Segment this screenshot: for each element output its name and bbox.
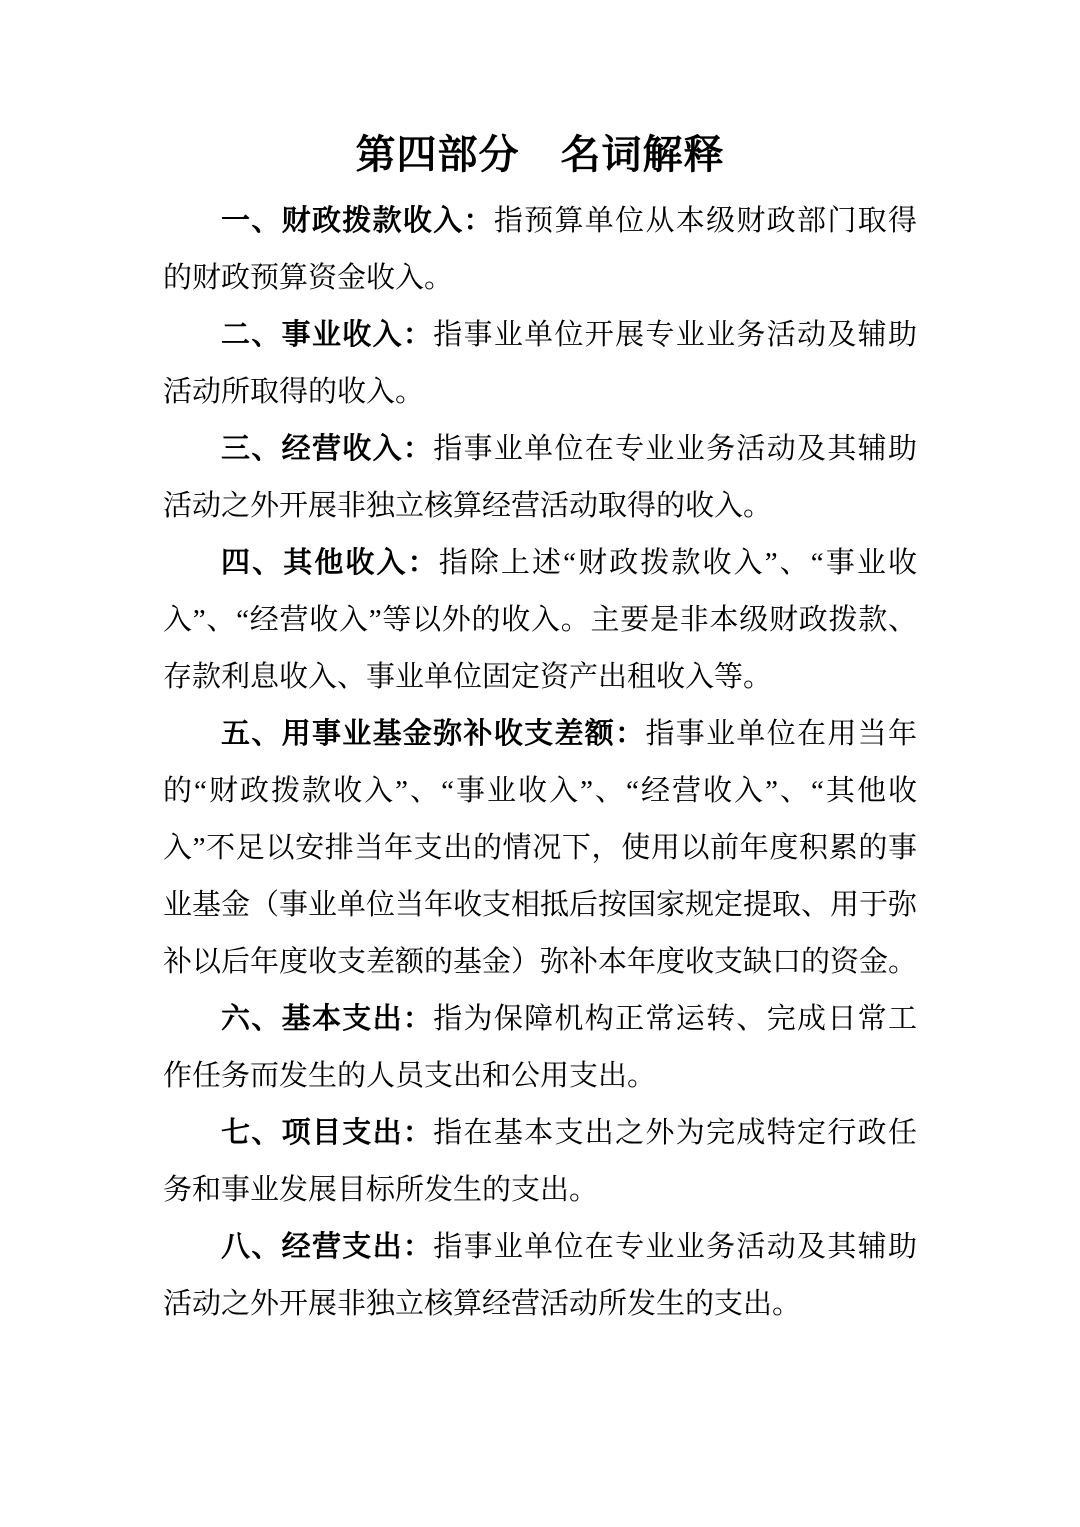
term-definition: 指事业单位在专业业务活动及其辅助活动之外开展非独立核算经营活动取得的收入。 <box>163 433 917 522</box>
page-title: 第四部分 名词解释 <box>355 133 725 177</box>
term-label: 七、项目支出： <box>221 1117 434 1149</box>
term-label: 五、用事业基金弥补收支差额： <box>221 718 646 750</box>
term-paragraph-7 <box>163 1105 917 1219</box>
term-paragraph-6 <box>163 991 917 1105</box>
term-definition: 指事业单位在用当年的“财政拨款收入”、“事业收入”、“经营收入”、“其他收入”不足以安排当年支出的情况下，使用以前年度积累的事业基金（事业单位当年收支相抵后按国家规定提取、用于弥补以后年度收支差额的基金）弥补本年度收支缺口的资金。 <box>163 718 918 978</box>
term-definition: 指除上述“财政拨款收入”、“事业收入”、“经营收入”等以外的收入。主要是非本级财政拨款、存款利息收入、事业单位固定资产出租收入等。 <box>163 547 917 693</box>
term-paragraph-3 <box>163 421 917 535</box>
term-label: 八、经营支出： <box>221 1231 434 1263</box>
term-definition: 指事业单位开展专业业务活动及辅助活动所取得的收入。 <box>163 319 917 408</box>
term-label: 六、基本支出： <box>221 1003 434 1035</box>
term-paragraph-2 <box>163 307 917 421</box>
term-label: 三、经营收入： <box>221 433 434 465</box>
term-definition: 指事业单位在专业业务活动及其辅助活动之外开展非独立核算经营活动所发生的支出。 <box>163 1231 917 1320</box>
term-paragraph-1 <box>163 193 917 307</box>
term-paragraph-4 <box>163 535 917 706</box>
term-label: 二、事业收入： <box>221 319 434 351</box>
term-label: 一、财政拨款收入： <box>221 205 494 237</box>
term-definition: 指预算单位从本级财政部门取得的财政预算资金收入。 <box>163 205 917 294</box>
term-definition: 指在基本支出之外为完成特定行政任务和事业发展目标所发生的支出。 <box>163 1117 917 1206</box>
term-definition: 指为保障机构正常运转、完成日常工作任务而发生的人员支出和公用支出。 <box>163 1003 917 1092</box>
term-paragraph-8 <box>163 1219 917 1333</box>
term-paragraph-5 <box>163 706 917 991</box>
term-label: 四、其他收入： <box>221 547 439 579</box>
